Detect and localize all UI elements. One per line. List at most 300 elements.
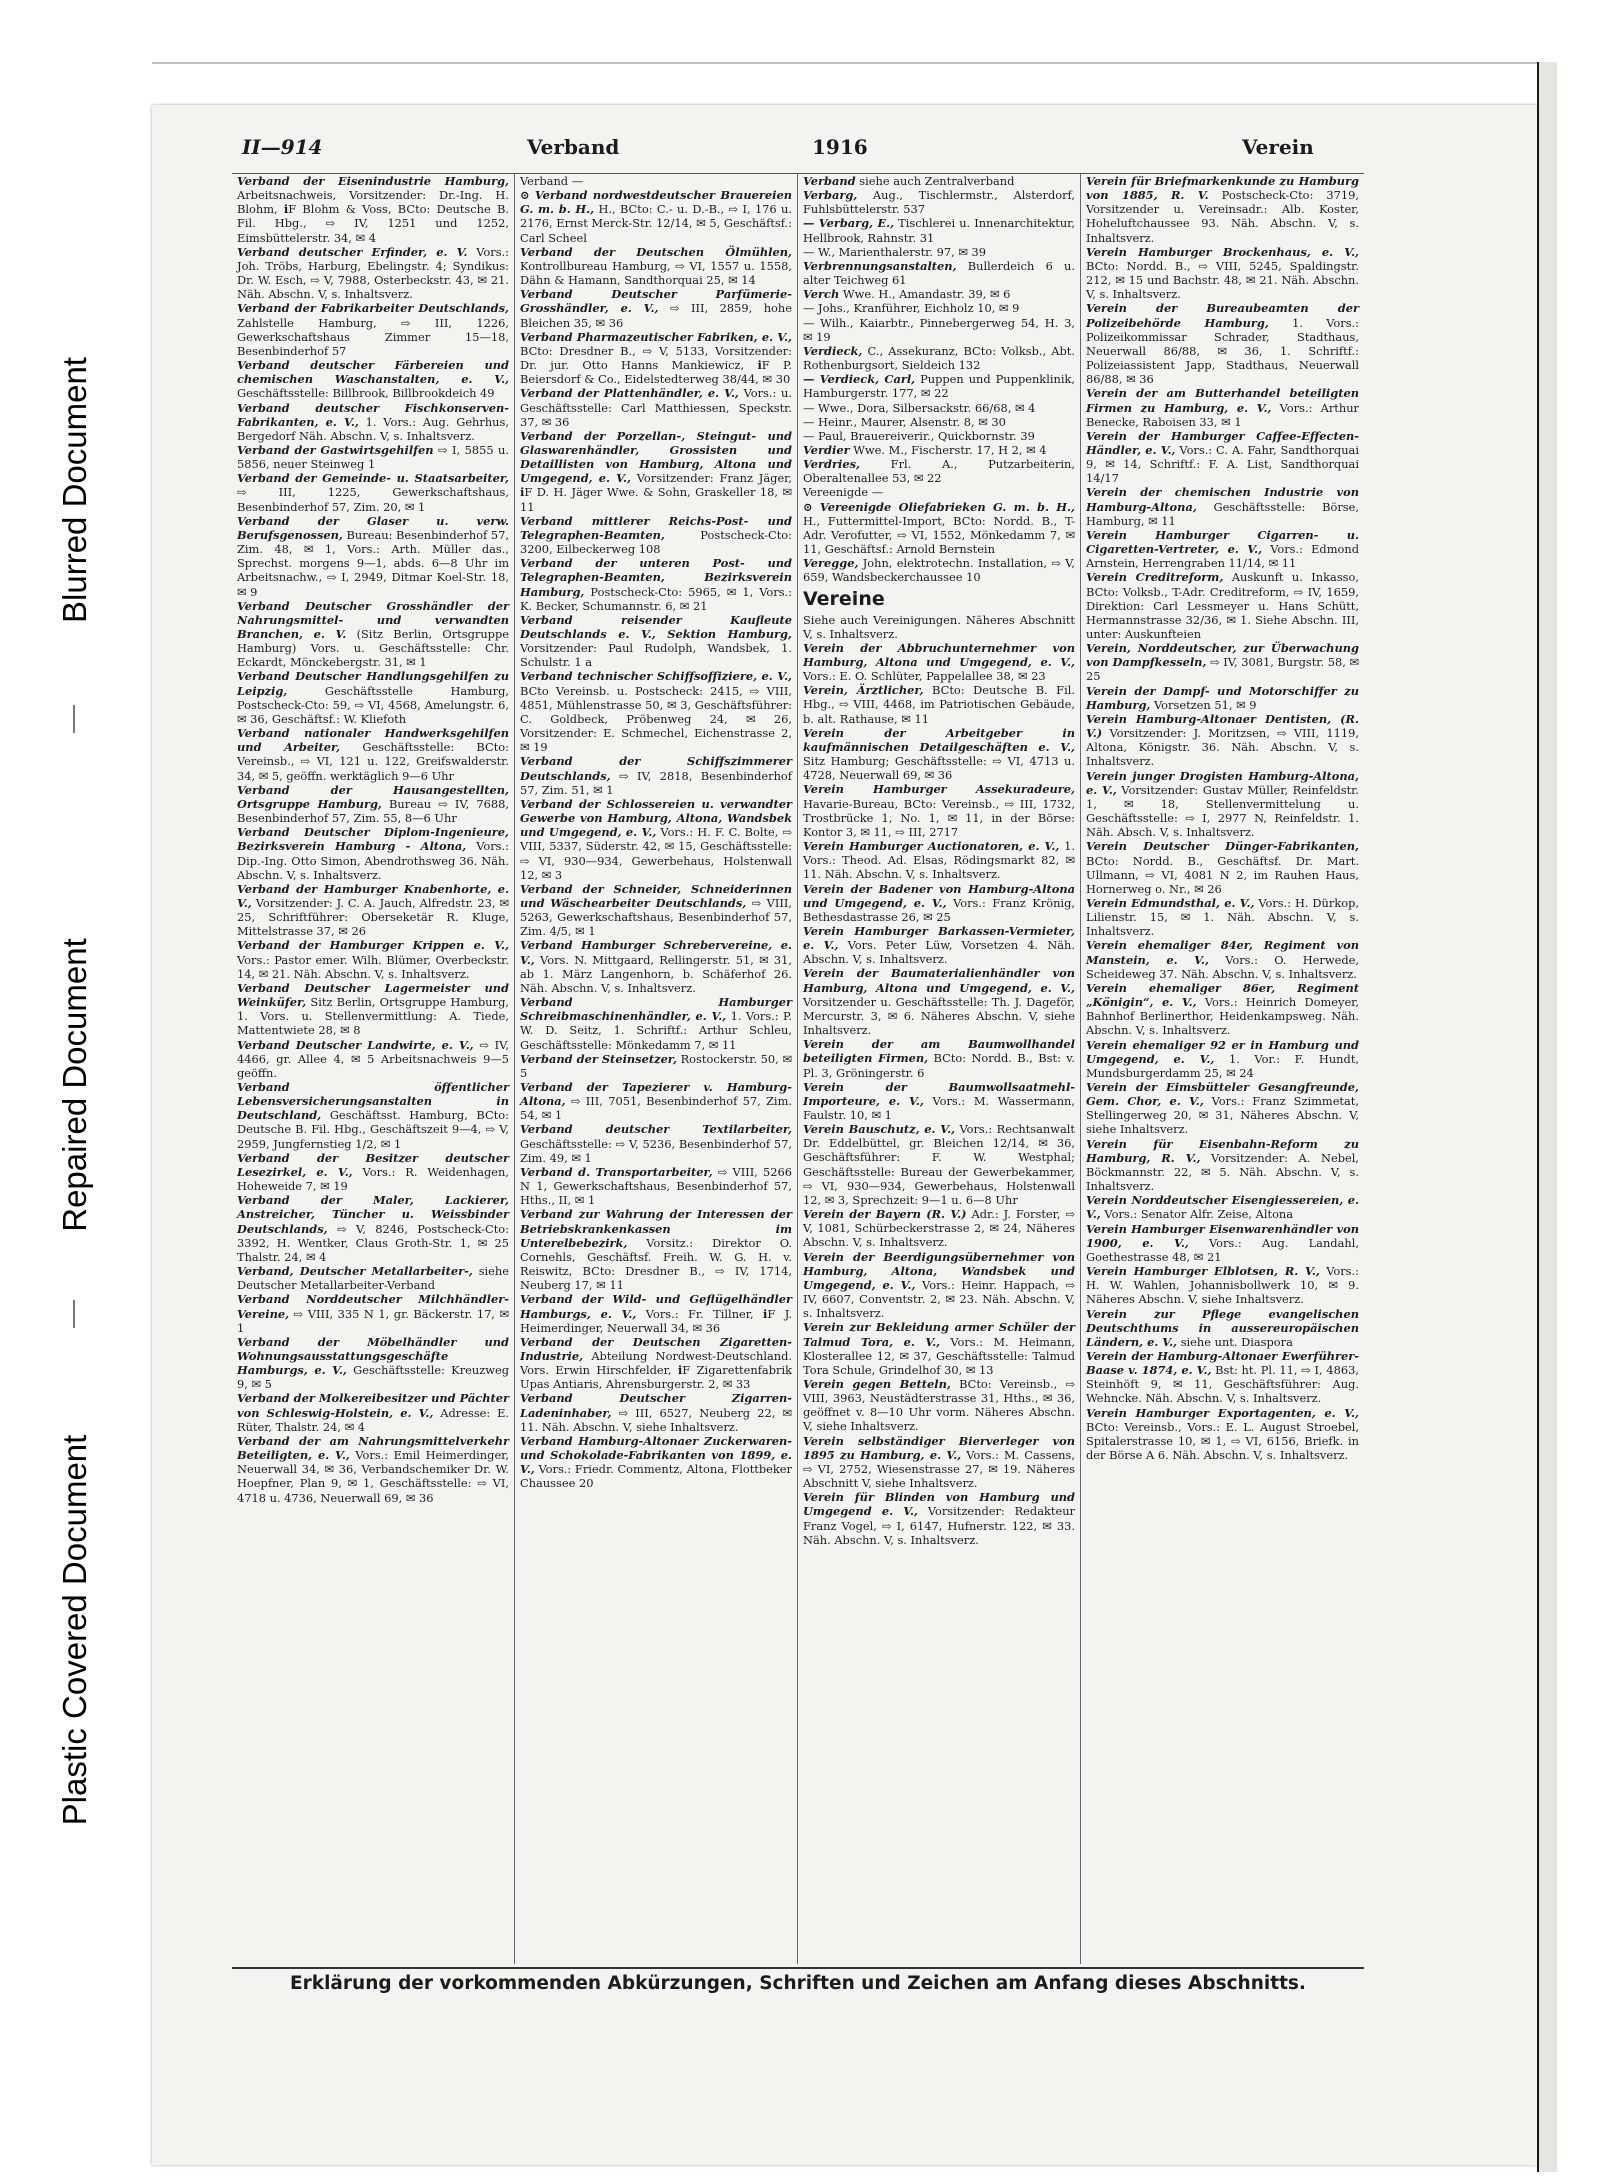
entry-name: Verband der Molkereibesitzer und Pächter von Schleswig-Holstein, e. V.,	[237, 1391, 509, 1420]
entry-details: Bullerdeich 6 u. alter Teichweg 61	[803, 258, 1076, 288]
entry-details: Vors.: Heinrich Domeyer, Bahnhof Berlinerthor, Heidenkampsweg. Näh. Abschn. V, s. Inhaltsverz.	[1086, 995, 1359, 1038]
entry-name: Verband mittlerer Reichs-Post- und Telegraphen-Beamten,	[520, 513, 792, 542]
entry-name: Verein Hamburger Barkassen-Vermieter, e. V.,	[803, 923, 1075, 953]
directory-entry	[520, 882, 792, 939]
directory-entry	[237, 1080, 509, 1151]
directory-entry	[520, 1434, 792, 1491]
entry-details: siehe Deutscher Metallarbeiter-Verband	[237, 1264, 509, 1293]
entry-name: Verein, Norddeutscher, zur Überwachung von Dampfkesseln,	[1086, 641, 1359, 670]
entry-name: Verein der Hamburg-Altonaer Ewerführer-Baase v. 1874, e. V.,	[1086, 1348, 1359, 1378]
directory-entry	[803, 457, 1075, 485]
entry-name: Verband der Fabrikarbeiter Deutschlands,	[237, 301, 509, 316]
entry-name: Verband der Eisenindustrie Hamburg,	[237, 174, 509, 188]
entry-name: Verband der Hamburger Knabenhorte, e. V.,	[237, 881, 509, 910]
entry-name: Verbarg,	[803, 188, 858, 203]
entry-name: Verein Hamburger Eisenwarenhändler von 1900, e. V.,	[1086, 1221, 1359, 1250]
entry-name: — Verbarg, E.,	[803, 216, 895, 231]
directory-page	[152, 105, 1537, 2165]
directory-entry	[237, 599, 509, 670]
directory-entry	[803, 1122, 1075, 1207]
entry-details: Bureau ⇨ IV, 7688, Besenbinderhof 57, Zim. 55, 8—6 Uhr	[237, 796, 510, 826]
entry-name: Verein Norddeutscher Eisengiessereien, e. V.,	[1086, 1193, 1359, 1222]
entry-name: ⊙ Verband nordwestdeutscher Brauereien G. m. b. H.,	[520, 188, 792, 217]
directory-entry	[803, 1080, 1075, 1122]
directory-entry	[237, 1264, 509, 1292]
entry-name: Verein zur Bekleidung armer Schüler der Talmud Tora, e. V.,	[803, 1320, 1075, 1349]
directory-entry	[1086, 1137, 1359, 1194]
directory-entry	[1086, 386, 1359, 428]
entry-details: ⇨ IV, 4466, gr. Allee 4, ✉ 5 Arbeitsnachweis 9—5 geöffn.	[237, 1037, 509, 1080]
entry-name: Verein Hamburger Brockenhaus, e. V.,	[1086, 244, 1359, 259]
entry-name: Verband Deutscher Parfümerie-Grosshändler, e. V.,	[520, 287, 792, 316]
directory-entry	[803, 287, 1075, 301]
entry-name: Verein Hamburger Exportagenten, e. V.,	[1086, 1405, 1359, 1420]
directory-entry	[520, 514, 792, 556]
entry-name: Verband Deutscher Diplom-Ingenieure, Bezirksverein Hamburg - Altona,	[237, 825, 509, 854]
directory-entry	[803, 882, 1075, 924]
directory-entry	[1086, 1307, 1359, 1349]
entry-name: Verein für Briefmarkenkunde zu Hamburg von 1885, R. V.	[1086, 174, 1359, 203]
directory-entry	[237, 1434, 509, 1505]
entry-name: Verband Norddeutscher Milchhändler-Vereine,	[237, 1292, 509, 1321]
directory-entry	[237, 981, 509, 1038]
directory-entry	[237, 938, 509, 980]
directory-entry	[237, 401, 509, 443]
entry-details: Abteilung Nordwest-Deutschland. Vors. Erwin Hirschfelder, ℹF Zigarettenfabrik Upas Antiaris, Ahrensburgerstr. 2, ✉ 33	[520, 1348, 793, 1392]
directory-entry	[803, 1434, 1075, 1491]
directory-entry	[803, 1377, 1075, 1434]
entry-details: Vors.: Rechtsanwalt Dr. Eddelbüttel, gr. Bleichen 12/14, ✉ 36, Geschäftsführer: F. W. Westphal; Geschäftsstelle: Bureau der Gewerbekammer, ⇨ VI, 930—934, Gewerbehaus, Holstenwall 12, ✉ 3, Sprechzeit: 9—1 u. 6—8 Uhr	[803, 1122, 1075, 1207]
entry-name: Verband der Schlossereien u. verwandter Gewerbe von Hamburg, Altona, Wandsbek und Umgegend, e. V.,	[520, 796, 792, 840]
directory-entry	[803, 966, 1075, 1037]
entry-name: Verband der Steinsetzer,	[520, 1051, 677, 1066]
directory-entry	[1086, 938, 1359, 980]
directory-entry	[803, 500, 1075, 557]
header-left-word: Verband	[527, 135, 620, 159]
directory-entry	[237, 1038, 509, 1080]
directory-entry	[520, 1335, 792, 1392]
entry-details: Vorsitz.: Direktor O. Cornehls, Geschäftsf. Freih. W. G. H. v. Reiswitz, BCto: Dresdner B., ⇨ IV, 1714, Neuberg 17, ✉ 11	[520, 1235, 792, 1293]
label-separator	[73, 705, 75, 733]
blurred-document-label: Blurred Document	[56, 357, 93, 623]
directory-entry	[1086, 301, 1359, 386]
directory-entry	[520, 754, 792, 796]
directory-entry	[803, 556, 1075, 584]
directory-entry	[520, 1391, 792, 1433]
entry-name: Verband der Hausangestellten, Ortsgruppe Hamburg,	[237, 782, 509, 811]
directory-entry	[803, 174, 1075, 188]
entry-name: Verein Creditreform,	[1086, 570, 1224, 585]
entry-name: Verein der am Butterhandel beteiligten Firmen zu Hamburg, e. V.,	[1086, 386, 1359, 415]
directory-entry	[237, 1391, 509, 1433]
directory-entry	[1086, 528, 1359, 570]
entry-details: — W., Marienthalerstr. 97, ✉ 39	[803, 244, 986, 259]
entry-name: Verein der Baumaterialienhändler von Hamburg, Altona und Umgegend, e. V.,	[803, 966, 1075, 995]
directory-entry	[237, 1335, 509, 1392]
entry-name: Verein der Beerdigungsübernehmer von Hamburg, Altona, Wandsbek und Umgegend, e. V.,	[803, 1249, 1075, 1292]
entry-details: Vors.: E. O. Schlüter, Pappelallee 38, ✉ 23	[803, 669, 1046, 684]
entry-details: Vors.: M. Wassermann, Faulstr. 10, ✉ 1	[803, 1093, 1075, 1122]
scan-top-edge	[152, 62, 1555, 64]
entry-details: ⇨ IV, 3081, Burgstr. 58, ✉ 25	[1086, 655, 1360, 684]
directory-entry	[1086, 245, 1359, 302]
entry-details: Geschäftsstelle: BCto: Vereinsb., ⇨ VI, 121 u. 122, Greifswalderstr. 34, ✉ 5, geöffn. werktäglich 9—6 Uhr	[237, 740, 509, 783]
entry-details: Bst: ht. Pl. 11, ⇨ I, 4863, Steinhöft 9, ✉ 11, Geschäftsführer: Aug. Wehncke. Näh. Abschn. V, s. Inhaltsverz.	[1086, 1363, 1359, 1406]
entry-name: Verband der Schneider, Schneiderinnen und Wäschearbeiter Deutschlands,	[520, 881, 792, 910]
directory-entry	[237, 783, 509, 825]
directory-entry	[520, 174, 792, 188]
entry-name: Verein der Dampf- und Motorschiffer zu Hamburg,	[1086, 683, 1359, 712]
entry-details: — Paul, Brauereiverir., Quickbornstr. 39	[803, 428, 1035, 443]
directory-entry	[803, 216, 1075, 244]
running-header	[242, 135, 1357, 165]
entry-name: Verband reisender Kaufleute Deutschlands e. V., Sektion Hamburg,	[520, 612, 792, 641]
entry-details: Vors.: Edmond Arnstein, Herrengraben 11/14, ✉ 11	[1086, 542, 1359, 571]
entry-details: Vors.: Fr. Tillner, ℹF J. Heimerdinger, Neuerwall 34, ✉ 36	[520, 1306, 792, 1335]
entry-name: Verband der Maler, Lackierer, Anstreicher, Tüncher u. Weissbinder Deutschlands,	[237, 1193, 509, 1236]
entry-details: Zahlstelle Hamburg, ⇨ III, 1226, Gewerkschaftshaus Zimmer 15—18, Besenbinderhof 57	[237, 315, 509, 358]
entry-details: Geschäftsstelle: ⇨ V, 5236, Besenbinderhof 57, Zim. 49, ✉ 1	[520, 1136, 792, 1165]
section-heading: Vereine	[803, 587, 885, 610]
directory-entry	[520, 330, 792, 387]
entry-name: Verband Deutscher Landwirte, e. V.,	[237, 1037, 474, 1052]
directory-entry	[803, 401, 1075, 415]
bottom-rule	[232, 1967, 1364, 1969]
entry-name: Verdieck,	[803, 343, 863, 358]
repaired-document-label: Repaired Document	[56, 938, 93, 1232]
entry-details: Vors.: Friedr. Commentz, Altona, Flottbeker Chaussee 20	[520, 1462, 792, 1491]
entry-details: C., Assekuranz, BCto: Volksb., Abt. Rothenburgsort, Sieldeich 132	[803, 343, 1076, 373]
entry-details: — Wwe., Dora, Silbersackstr. 66/68, ✉ 4	[803, 400, 1036, 415]
entry-details: Vors.: Emil Heimerdinger, Neuerwall 34, ✉ 36, Verbandschemiker Dr. W. Hoepfner, Plan 9, ✉ 1, Geschäftsstelle: ⇨ VI, 4718 u. 4736, Neuerwall 69, ✉ 36	[237, 1448, 509, 1505]
entry-details: ⇨ V, 8246, Postscheck-Cto: 3392, H. Wentker, Claus Groth-Str. 1, ✉ 25 Thalstr. 24, ✉ 4	[237, 1221, 510, 1264]
entry-name: Verband	[803, 174, 856, 188]
entry-details: Vors.: H. Dürkop, Lilienstr. 15, ✉ 1. Näh. Abschn. V, s. Inhaltsverz.	[1086, 895, 1360, 939]
entry-name: Verein ehemaliger 86er, Regiment „Königin“, e. V.,	[1086, 980, 1359, 1010]
entry-details: BCto: Vereinsb., Vors.: E. L. August Stroebel, Spitalerstrasse 10, ✉ 1, ⇨ VI, 6156, Briefk. in der Börse A 6. Näh. Abschn. V, s. Inhaltsverz.	[1086, 1419, 1359, 1463]
entry-name: ⊙ Vereenigde Oliefabrieken G. m. b. H.,	[803, 499, 1075, 514]
directory-entry	[237, 514, 509, 599]
entry-details: Vors.: R. Weidenhagen, Hoheweide 7, ✉ 19	[237, 1164, 509, 1194]
entry-details: Vors.: u. Geschäftsstelle: Carl Matthiessen, Speckstr. 37, ✉ 36	[520, 386, 793, 429]
directory-entry	[1086, 684, 1359, 712]
header-right-word: Verein	[1242, 135, 1314, 159]
directory-entry	[803, 613, 1075, 641]
directory-entry	[520, 287, 792, 329]
entry-name: Veregge,	[803, 556, 859, 571]
directory-entry	[520, 938, 792, 995]
entry-details: ⇨ III, 2859, hohe Bleichen 35, ✉ 36	[520, 301, 792, 330]
entry-details: Havarie-Bureau, BCto: Vereinsb., ⇨ III, 1732, Trostbrücke 1, No. 1, ✉ 11, in der Börse: Kontor 3, ✉ 11, ⇨ III, 2717	[803, 796, 1075, 839]
entry-name: Verdries,	[803, 457, 860, 472]
directory-entry	[1086, 1406, 1359, 1463]
column-1	[232, 174, 515, 1964]
entry-name: Verband der Gastwirtsgehilfen	[237, 442, 434, 457]
entry-name: Verein Hamburger Assekuradeure,	[803, 782, 1075, 797]
directory-entry	[237, 301, 509, 358]
directory-entry	[237, 1292, 509, 1334]
entry-name: Verband der Deutschen Ölmühlen,	[520, 244, 792, 259]
directory-entry	[237, 443, 509, 471]
entry-details: Vors.: Pastor emer. Wilh. Blümer, Overbeckstr. 14, ✉ 21. Näh. Abschn. V, s. Inhaltsverz.	[237, 952, 509, 981]
entry-details: siehe unt. Diaspora	[1180, 1334, 1293, 1349]
entry-details: Geschäftsstelle: Kreuzweg 9, ✉ 5	[237, 1363, 509, 1392]
directory-entry	[803, 485, 1075, 499]
abbreviation-note: Erklärung der vorkommenden Abkürzungen, Schriften und Zeichen am Anfang dieses Abschnitts.	[290, 1973, 1306, 1994]
directory-entry	[237, 726, 509, 783]
entry-name: Verein gegen Betteln,	[803, 1376, 951, 1391]
directory-entry	[803, 429, 1075, 443]
entry-name: Verband der Porzellan-, Steingut- und Glaswarenhändler, Grossisten und Detaillisten von Hamburg, Altona und Umgegend, e. V.,	[520, 428, 792, 486]
directory-entry	[1086, 896, 1359, 938]
entry-name: Verch	[803, 287, 840, 302]
entry-name: Verband Hamburger Schreibmaschinenhändler, e. V.,	[520, 995, 792, 1024]
entry-name: Verband, Deutscher Metallarbeiter-,	[237, 1264, 473, 1279]
entry-details: Vorsetzen 51, ✉ 9	[1154, 697, 1257, 712]
entry-details: ⇨ III, 7051, Besenbinderhof 57, Zim. 54, ✉ 1	[520, 1094, 792, 1123]
entry-details: Sitz Berlin, Ortsgruppe Hamburg, 1. Vors. u. Stellenvermittlung: A. Tiede, Mattentwiete 28, ✉ 8	[237, 995, 509, 1038]
entry-name: Verein ehemaliger 84er, Regiment von Manstein, e. V.,	[1086, 938, 1359, 967]
entry-details: Vors.: Aug. Landahl, Goethestrasse 48, ✉ 21	[1086, 1235, 1359, 1264]
entry-details: 1. Vors.: Aug. Gehrhus, Bergedorf Näh. Abschn. V, s. Inhaltsverz.	[237, 414, 509, 443]
entry-details: ⇨ VIII, 335 N 1, gr. Bäckerstr. 17, ✉ 1	[237, 1306, 510, 1335]
directory-entry	[803, 188, 1075, 216]
entry-name: Verein Hamburger Auctionatoren, e. V.,	[803, 839, 1060, 854]
directory-entry	[520, 1052, 792, 1080]
entry-details: Rostockerstr. 50, ✉ 5	[520, 1051, 792, 1080]
entry-name: Verbrennungsanstalten,	[803, 258, 957, 273]
directory-entry	[803, 245, 1075, 259]
entry-name: Verband zur Wahrung der Interessen der Betriebskrankenkassen im Unterelbebezirk,	[520, 1207, 792, 1250]
entry-details: Vors.: O. Herwede, Scheideweg 37. Näh. Abschn. V, s. Inhaltsverz.	[1086, 952, 1360, 981]
entry-details: Adr.: J. Forster, ⇨ V, 1081, Schürbeckerstrasse 2, ✉ 24, Näheres Abschn. V, s. Inhaltsverz.	[803, 1207, 1075, 1250]
entry-name: Verein der am Baumwollhandel beteiligten Firmen,	[803, 1037, 1075, 1066]
entry-details: Aug., Tischlermstr., Alsterdorf, Fuhlsbüttelerstr. 537	[803, 188, 1075, 217]
directory-entry	[237, 174, 509, 245]
directory-entry	[803, 1320, 1075, 1377]
entry-details: — Wilh., Kaiarbtr., Pinnebergerweg 54, H. 3, ✉ 19	[803, 315, 1075, 344]
entry-details: Vors.: C. A. Fahr, Sandthorquai 9, ✉ 14, Schriftf.: F. A. List, Sandthorquai 14/17	[1086, 442, 1359, 486]
entry-details: Geschäftsstelle: Billbrook, Billbrookdeich 49	[237, 386, 495, 401]
directory-entry	[1086, 769, 1359, 840]
entry-name: Verein junger Drogisten Hamburg-Altona, e. V.,	[1086, 768, 1359, 797]
plastic-covered-document-label: Plastic Covered Document	[56, 1434, 93, 1826]
entry-name: Verein der Arbeitgeber in kaufmännischen Detailgeschäften e. V.,	[803, 725, 1075, 754]
entry-details: ⇨ III, 6527, Neuberg 22, ✉ 11. Näh. Abschn. V, siehe Inhaltsverz.	[520, 1405, 792, 1434]
entry-details: Vors.: Franz Szimmetat, Stellingerweg 20, ✉ 31, Näheres Abschn. V, siehe Inhaltsverz.	[1086, 1094, 1359, 1137]
directory-entry	[803, 316, 1075, 344]
entry-name: Verband der Schiffszimmerer Deutschlands,	[520, 754, 792, 783]
entry-name: Verein Hamburg-Altonaer Dentisten, (R. V.)	[1086, 711, 1359, 741]
entry-name: Verband Deutscher Grosshändler der Nahrungsmittel- und verwandten Branchen, e. V.	[237, 598, 509, 641]
entry-details: Vorsitzender: Redakteur Franz Vogel, ⇨ I, 6147, Hufnerstr. 122, ✉ 33. Näh. Abschn. V, s. Inhaltsverz.	[803, 1504, 1075, 1547]
directory-entry	[520, 1292, 792, 1334]
entry-details: ⇨ III, 1225, Gewerkschaftshaus, Besenbinderhof 57, Zim. 20, ✉ 1	[237, 485, 509, 514]
entry-name: Verband deutscher Färbereien und chemischen Waschanstalten, e. V.,	[237, 358, 509, 387]
entry-name: Verein der Bureaubeamten der Polizeibehörde Hamburg,	[1086, 301, 1359, 330]
entry-details: ⇨ VIII, 5266 N 1, Gewerkschaftshaus, Besenbinderhof 57, Hths., II, ✉ 1	[520, 1164, 793, 1208]
directory-entry	[1086, 1264, 1359, 1306]
directory-entry	[803, 1250, 1075, 1321]
entry-details: Vors.: Arthur Benecke, Raboisen 33, ✉ 1	[1086, 400, 1359, 429]
directory-entry	[237, 471, 509, 513]
entry-details: Vors. N. Mittgaard, Rellingerstr. 51, ✉ 31, ab 1. März Langenhorn, b. Schäferhof 26. Näh. Abschn. V, s. Inhaltsverz.	[520, 952, 793, 995]
entry-details: John, elektrotechn. Installation, ⇨ V, 659, Wandsbeckerchaussee 10	[803, 556, 1075, 585]
column-2	[515, 174, 798, 1964]
entry-name: Verein Deutscher Dünger-Fabrikanten,	[1086, 839, 1359, 854]
entry-name: Verband Hamburg-Altonaer Zuckerwaren- und Schokolade-Fabrikanten von 1899, e. V.,	[520, 1433, 792, 1477]
entry-details: Vorsitzender: A. Nebel, Böckmannstr. 22, ✉ 5. Näh. Abschn. V, s. Inhaltsverz.	[1086, 1150, 1359, 1194]
entry-details: Verband —	[520, 174, 584, 188]
column-3	[798, 174, 1081, 1964]
entry-details: Puppen und Puppenklinik, Hamburgerstr. 177, ✉ 22	[803, 372, 1075, 401]
directory-entry	[520, 1165, 792, 1207]
entry-details: Frl. A., Putzarbeiterin, Oberaltenallee 53, ✉ 22	[803, 457, 1075, 486]
entry-name: Verein der Abbruchunternehmer von Hamburg, Altona und Umgegend, e. V.,	[803, 640, 1075, 669]
directory-entry	[237, 245, 509, 302]
directory-entry	[1086, 1080, 1359, 1137]
entry-name: Verband nationaler Handwerksgehilfen und Arbeiter,	[237, 726, 509, 755]
entry-details: H., BCto: C.- u. D.-B., ⇨ I, 176 u. 2176, Ernst Merck-Str. 12/14, ✉ 5, Geschäftsf.: Carl Scheel	[520, 202, 793, 245]
directory-entry	[803, 782, 1075, 839]
entry-details: (Sitz Berlin, Ortsgruppe Hamburg) Vors. u. Geschäftsstelle: Chr. Eckardt, Mönckebergstr. 31, ✉ 1	[237, 627, 509, 670]
entry-details: Vorsitzender: Gustav Müller, Reinfeldstr. 1, ✉ 18, Stellenvermittelung u. Geschäftsstelle: ⇨ I, 2977 N, Reinfeldstr. 1. Näh. Absch. V, s. Inhaltsverz.	[1086, 782, 1359, 840]
entry-details: Vors.: H. W. Wahlen, Johannisbollwerk 10, ✉ 9. Näheres Abschn. V, siehe Inhaltsverz.	[1086, 1264, 1359, 1307]
directory-entry	[803, 839, 1075, 881]
directory-entry	[1086, 981, 1359, 1038]
entry-name: Verband Deutscher Zigarren-Ladeninhaber,	[520, 1391, 792, 1420]
directory-entry	[237, 358, 509, 400]
entry-details: Postscheck-Cto: 3719, Vorsitzender u. Vereinsadr.: Alb. Koster, Hoheluftchaussee 93. Näh. Abschn. V, s. Inhaltsverz.	[1086, 188, 1359, 245]
entry-details: Vorsitzender: Paul Rudolph, Wandsbek, 1. Schulstr. 1 a	[520, 641, 792, 670]
entry-details: BCto: Vereinsb., ⇨ VIII, 3963, Neustädterstrasse 31, Hths., ✉ 36, geöffnet v. 8—10 Uhr vorm. Näheres Abschn. V, siehe Inhaltsverz.	[803, 1376, 1075, 1434]
entry-name: — Verdieck, Carl,	[803, 372, 916, 387]
entry-name: Verband der Besitzer deutscher Lesezirkel, e. V.,	[237, 1150, 509, 1179]
directory-entry	[1086, 570, 1359, 641]
entry-details: Vorsitzender: Franz Jäger, ℹF D. H. Jäger Wwe. & Sohn, Graskeller 18, ✉ 11	[520, 471, 792, 514]
entry-details: BCto Vereinsb. u. Postscheck: 2415, ⇨ VIII, 4851, Mühlenstrasse 50, ✉ 3, Geschäftsführer: C. Goldbeck, Pröbenweg 24, ✉ 26, Vorsitzender: E. Schmechel, Eichenstrasse 2, ✉ 19	[520, 683, 792, 755]
directory-entry	[237, 1151, 509, 1193]
directory-entry	[803, 1037, 1075, 1079]
entry-details: Vors.: Joh. Tröbs, Harburg, Ebelingstr. 4; Syndikus: Dr. W. Esch, ⇨ V, 7988, Osterbeckstr. 43, ✉ 21. Näh. Abschn. V, s. Inhaltsverz.	[237, 244, 510, 302]
directory-entry	[803, 1207, 1075, 1249]
entry-details: siehe auch Zentralverband	[859, 174, 1015, 188]
entry-name: Verein für Eisenbahn-Reform zu Hamburg, R. V.,	[1086, 1136, 1359, 1165]
directory-entry	[1086, 429, 1359, 486]
column-4	[1081, 174, 1364, 1964]
entry-details: Kontrollbureau Hamburg, ⇨ VI, 1557 u. 1558, Dähn & Hamann, Sandthorquai 25, ✉ 14	[520, 258, 792, 288]
entry-name: Verband der Wild- und Geflügelhändler Hamburgs, e. V.,	[520, 1292, 792, 1321]
entry-name: Verband deutscher Fischkonserven-Fabrikanten, e. V.,	[237, 400, 509, 429]
entry-details: Vors.: M. Cassens, ⇨ VI, 2752, Wiesenstrasse 27, ✉ 19. Näheres Abschnitt V, siehe Inhaltsverz.	[803, 1447, 1075, 1491]
directory-entry	[520, 995, 792, 1052]
entry-name: Verein der Eimsbütteler Gesangfreunde, Gem. Chor, e. V.,	[1086, 1080, 1359, 1109]
label-separator	[73, 1300, 75, 1328]
entry-details: ⇨ IV, 2818, Besenbinderhof 57, Zim. 51, ✉ 1	[520, 768, 793, 797]
entry-details: — Heinr., Maurer, Alsenstr. 8, ✉ 30	[803, 414, 1006, 429]
entry-details: Geschäftsstelle: Börse, Hamburg, ✉ 11	[1086, 499, 1359, 528]
directory-entry	[803, 726, 1075, 783]
entry-details: BCto: Nordd. B., Geschäftsf. Dr. Mart. Ullmann, ⇨ VI, 4081 N 2, im Rauhen Haus, Hornerweg o. Nr., ✉ 26	[1086, 853, 1359, 896]
entry-name: Verband Deutscher Handlungsgehilfen zu Leipzig,	[237, 669, 509, 698]
entry-details: — Johs., Kranführer, Eichholz 10, ✉ 9	[803, 301, 1020, 316]
entry-name: Verband technischer Schiffsoffiziere, e. V.,	[520, 669, 792, 684]
directory-entry	[1086, 1222, 1359, 1264]
entry-name: Verein der Badener von Hamburg-Altona und Umgegend, e. V.,	[803, 881, 1075, 910]
page-number: II—914	[242, 135, 323, 159]
directory-entry	[237, 825, 509, 882]
directory-entry	[803, 259, 1075, 287]
entry-name: Verband der Tapezierer v. Hamburg-Altona,	[520, 1080, 792, 1109]
entry-name: Verband der Deutschen Zigaretten-Industrie,	[520, 1334, 792, 1363]
entry-name: Verein zur Pflege evangelischen Deutschthums in aussereuropäischen Ländern, e. V.,	[1086, 1306, 1359, 1349]
directory-entry	[803, 415, 1075, 429]
entry-name: Verdier	[803, 442, 850, 457]
entry-name: Verband der Gemeinde- u. Staatsarbeiter,	[237, 471, 509, 486]
entry-details: Arbeitsnachweis, Vorsitzender: Dr.-Ing. H. Blohm, ℹF Blohm & Voss, BCto: Deutsche B. Fil. Hbg., ⇨ IV, 1251 und 1252, Eimsbüttelerstr. 34, ✉ 4	[237, 188, 509, 245]
directory-entry	[803, 372, 1075, 400]
entry-details: H., Futtermittel-Import, BCto: Nordd. B., T-Adr. Verofutter, ⇨ VI, 1552, Mönkedamm 7, ✉ 11, Geschäftsf.: Arnold Bernstein	[803, 513, 1075, 557]
directory-entry	[520, 1207, 792, 1292]
directory-entry	[803, 1490, 1075, 1547]
scan-right-edge	[1537, 62, 1557, 2172]
directory-entry	[520, 556, 792, 613]
entry-details: Vors.: Heinr. Happach, ⇨ IV, 6607, Conventstr. 2, ✉ 23. Näh. Abschn. V, s. Inhaltsverz.	[803, 1277, 1075, 1321]
directory-entry	[237, 1193, 509, 1264]
entry-name: Verband der am Nahrungsmittelverkehr Beteiligten, e. V.,	[237, 1433, 509, 1463]
entry-name: Verband deutscher Textilarbeiter,	[520, 1122, 792, 1137]
entry-details: BCto: Nordd. B., Bst: v. Pl. 3, Gröningerstr. 6	[803, 1051, 1075, 1080]
entry-details: Vorsitzender: J. C. A. Jauch, Alfredstr. 23, ✉ 25, Schriftführer: Oberseketär R. Kluge, Mittelstrasse 37, ✉ 26	[237, 895, 509, 939]
directory-entry	[520, 1080, 792, 1122]
directory-entry	[520, 797, 792, 882]
directory-entry	[237, 669, 509, 726]
entry-name: Verein der Hamburger Caffee-Effecten-Händler, e. V.,	[1086, 428, 1359, 457]
directory-entry	[1086, 641, 1359, 683]
entry-details: Sitz Hamburg; Geschäftsstelle: ⇨ VI, 4713 u. 4728, Neuerwall 69, ✉ 36	[803, 754, 1075, 783]
entry-name: Verband der unteren Post- und Telegraphen-Beamten, Bezirksverein Hamburg,	[520, 556, 792, 599]
entry-details: Vors.: H. F. C. Bolte, ⇨ VIII, 5337, Süderstr. 42, ✉ 15, Geschäftsstelle: ⇨ VI, 930—934, Gewerbehaus, Holstenwall 12, ✉ 3	[520, 825, 793, 882]
entry-details: Postscheck-Cto: 3200, Eilbeckerweg 108	[520, 527, 792, 557]
entry-details: Bureau: Besenbinderhof 57, Zim. 48, ✉ 1, Vors.: Arth. Müller das., Sprechst. morgens 9—1, abds. 6—8 Uhr im Arbeitsnachw., ⇨ I, 2949, Ditmar Koel-Str. 18, ✉ 9	[237, 527, 510, 599]
entry-name: Verein der Baumwollsaatmehl-Importeure, e. V.,	[803, 1079, 1075, 1108]
directory-entry	[1086, 1193, 1359, 1221]
entry-name: Verband Pharmazeutischer Fabriken, e. V.,	[520, 329, 792, 344]
entry-details: Tischlerei u. Innenarchitektur, Hellbrook, Rahnstr. 31	[803, 216, 1075, 245]
directory-entry	[237, 882, 509, 939]
entry-details: Postscheck-Cto: 5965, ✉ 1, Vors.: K. Becker, Schumannstr. 6, ✉ 21	[520, 584, 792, 613]
entry-details: Geschäftsst. Hamburg, BCto: Deutsche B. Fil. Hbg., Geschäftszeit 9—4, ⇨ V, 2959, Jungfernstieg 1/2, ✉ 1	[237, 1108, 509, 1151]
directory-entry	[520, 188, 792, 245]
entry-columns	[232, 173, 1364, 1964]
entry-name: Verein für Blinden von Hamburg und Umgegend e. V.,	[803, 1490, 1075, 1519]
entry-name: Verband Deutscher Lagermeister und Weinküfer,	[237, 980, 509, 1010]
entry-details: Vors.: M. Heimann, Klosterallee 12, ✉ 37, Geschäftsstelle: Talmud Tora Schule, Grindelhof 30, ✉ 13	[803, 1334, 1075, 1377]
entry-name: Verband Hamburger Schrebervereine, e. V.,	[520, 938, 792, 967]
entry-details: ⇨ I, 5855 u. 5856, neuer Steinweg 1	[237, 442, 509, 472]
entry-details: Vors. Peter Lüw, Vorsetzen 4. Näh. Abschn. V, s. Inhaltsverz.	[803, 938, 1075, 967]
entry-name: Verein ehemaliger 92 er in Hamburg und Umgegend, e. V.,	[1086, 1037, 1359, 1066]
entry-details: Wwe. H., Amandastr. 39, ✉ 6	[842, 287, 1011, 302]
entry-name: Verband der Möbelhändler und Wohnungsausstattungsgeschäfte Hamburgs, e. V.,	[237, 1334, 509, 1378]
entry-name: Verband der Glaser u. verw. Berufsgenossen,	[237, 513, 509, 542]
entry-name: Verein der chemischen Industrie von Hamburg-Altona,	[1086, 485, 1359, 514]
directory-entry	[803, 683, 1075, 725]
entry-details: Vors.: Dip.-Ing. Otto Simon, Abendrothsweg 36. Näh. Abschn. V, s. Inhaltsverz.	[237, 839, 509, 882]
entry-details: BCto: Deutsche B. Fil. Hbg., ⇨ VIII, 4468, im Patriotischen Gebäude, b. alt. Rathause, ✉ 11	[803, 683, 1075, 726]
directory-entry	[1086, 174, 1359, 245]
entry-details: 1. Vor.: F. Hundt, Mundsburgerdamm 25, ✉ 24	[1086, 1051, 1360, 1080]
